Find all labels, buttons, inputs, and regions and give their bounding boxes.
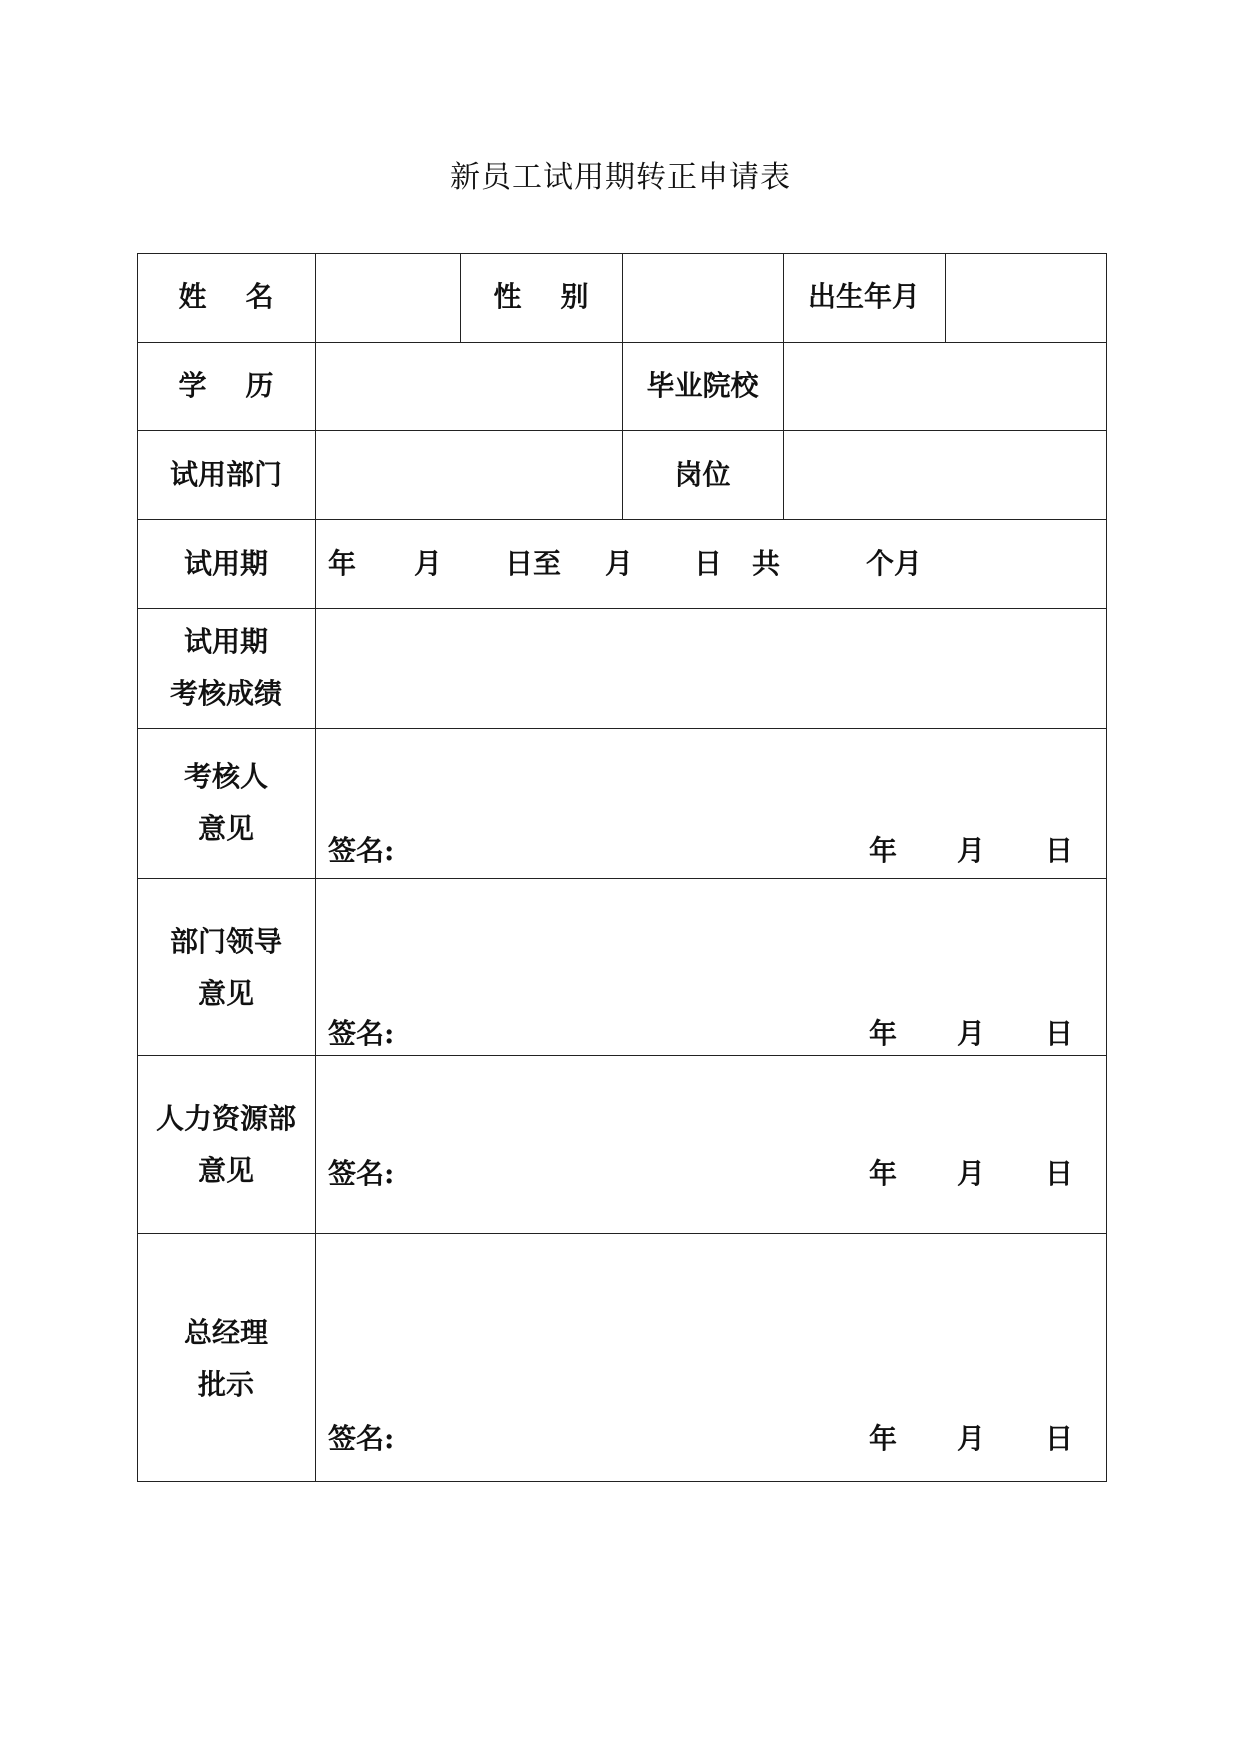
- trial-assessment-label-line1: 试用期: [183, 625, 268, 658]
- trial-period-year: 年: [328, 547, 357, 580]
- trial-period-month: 月: [414, 547, 443, 580]
- trial-period-end-day: 日: [694, 547, 723, 580]
- assessor-opinion-field[interactable]: [317, 730, 1105, 830]
- department-leader-opinion-label-line2: 意见: [197, 977, 254, 1010]
- gender-field[interactable]: [624, 255, 782, 341]
- general-manager-approval-label-line1: 总经理: [183, 1316, 268, 1349]
- education-label: 学 历: [178, 369, 274, 402]
- hr-date-day: 日: [1045, 1157, 1074, 1190]
- general-manager-signature-label: 签名:: [328, 1422, 395, 1455]
- trial-department-field[interactable]: [317, 432, 621, 518]
- trial-period-label: 试用期: [183, 547, 268, 580]
- hr-opinion-label-line1: 人力资源部: [155, 1102, 296, 1135]
- row-divider: [137, 728, 1107, 729]
- assessor-date-month: 月: [957, 834, 986, 867]
- general-manager-date-day: 日: [1045, 1422, 1074, 1455]
- department-leader-opinion-label: [137, 916, 315, 1020]
- row-divider: [137, 608, 1107, 609]
- row-divider: [137, 1233, 1107, 1234]
- label-column-divider: [315, 253, 316, 1481]
- table-border-right: [1106, 253, 1107, 1481]
- form-title: 新员工试用期转正申请表: [450, 160, 791, 195]
- assessor-opinion-label: [137, 751, 315, 855]
- position-field[interactable]: [785, 432, 1105, 518]
- hr-date-month: 月: [957, 1157, 986, 1190]
- hr-opinion-label: [137, 1093, 315, 1197]
- name-label: 姓 名: [178, 280, 274, 313]
- assessor-date-day: 日: [1045, 834, 1074, 867]
- gender-label: 性 别: [493, 280, 589, 313]
- education-field[interactable]: [317, 344, 621, 429]
- assessor-opinion-label-line2: 意见: [197, 812, 254, 845]
- general-manager-approval-field[interactable]: [317, 1235, 1105, 1405]
- general-manager-approval-label: [137, 1307, 315, 1411]
- trial-period-end-month: 月: [605, 547, 634, 580]
- department-leader-signature-label: 签名:: [328, 1017, 395, 1050]
- assessor-opinion-label-line1: 考核人: [183, 760, 268, 793]
- general-manager-date-month: 月: [957, 1422, 986, 1455]
- hr-signature-label: 签名:: [328, 1157, 395, 1190]
- name-field[interactable]: [317, 255, 459, 341]
- trial-period-day-to: 日至: [505, 547, 562, 580]
- hr-opinion-label-line2: 意见: [197, 1154, 254, 1187]
- school-label: 毕业院校: [646, 369, 759, 402]
- department-leader-date-year: 年: [869, 1017, 898, 1050]
- department-leader-opinion-field[interactable]: [317, 880, 1105, 1010]
- assessor-signature-label: 签名:: [328, 834, 395, 867]
- general-manager-date-year: 年: [869, 1422, 898, 1455]
- general-manager-approval-label-line2: 批示: [197, 1368, 254, 1401]
- column-divider: [945, 253, 946, 342]
- school-field[interactable]: [785, 344, 1105, 429]
- row-divider: [137, 1055, 1107, 1056]
- row-divider: [137, 519, 1107, 520]
- row-divider: [137, 878, 1107, 879]
- table-border-bottom: [137, 1481, 1107, 1482]
- position-label: 岗位: [674, 458, 731, 491]
- trial-assessment-field[interactable]: [317, 610, 1105, 727]
- department-leader-opinion-label-line1: 部门领导: [169, 925, 282, 958]
- trial-period-months: 个月: [866, 547, 923, 580]
- birth-date-field[interactable]: [947, 255, 1105, 341]
- hr-opinion-field[interactable]: [317, 1057, 1105, 1137]
- trial-department-label: 试用部门: [169, 458, 282, 491]
- trial-assessment-label: [137, 616, 315, 720]
- assessor-date-year: 年: [869, 834, 898, 867]
- birth-date-label: 出生年月: [807, 280, 920, 313]
- trial-assessment-label-line2: 考核成绩: [169, 677, 282, 710]
- department-leader-date-month: 月: [957, 1017, 986, 1050]
- hr-date-year: 年: [869, 1157, 898, 1190]
- trial-period-total: 共: [752, 547, 781, 580]
- department-leader-date-day: 日: [1045, 1017, 1074, 1050]
- table-border-left: [137, 253, 138, 1481]
